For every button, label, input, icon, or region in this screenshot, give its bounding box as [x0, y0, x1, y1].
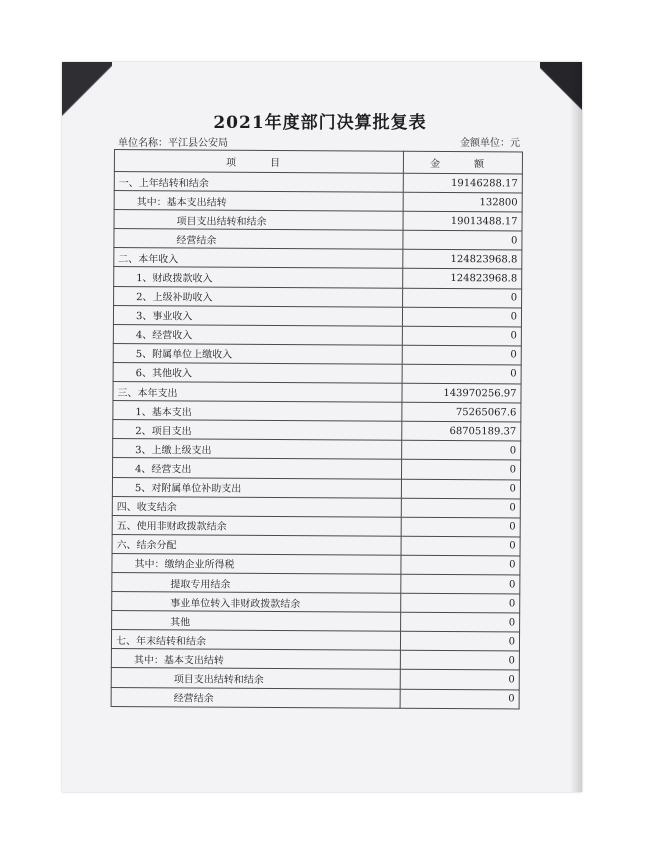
row-item-name: 其中：缴纳企业所得税 [112, 553, 401, 574]
table-row [112, 534, 520, 556]
row-amount: 0 [401, 536, 520, 556]
table-row [111, 687, 519, 709]
table-row [113, 305, 521, 327]
row-amount: 0 [401, 612, 520, 632]
table-row [114, 248, 522, 270]
table-row [112, 458, 520, 480]
final-accounts-table [111, 149, 523, 709]
table-row [112, 592, 520, 614]
row-amount: 0 [401, 593, 520, 613]
row-item-name: 其中：基本支出结转 [114, 191, 403, 212]
row-amount: 124823968.8 [403, 250, 522, 270]
row-item-name: 项目支出结转和结余 [111, 668, 400, 689]
row-amount: 19013488.17 [403, 211, 522, 231]
row-amount: 0 [401, 517, 520, 537]
row-amount: 68705189.37 [402, 421, 521, 441]
row-item-name: 5、附属单位上缴收入 [113, 343, 402, 364]
table-row [114, 229, 522, 251]
column-header-item: 项 目 [114, 150, 403, 174]
table-row [113, 382, 521, 404]
table-row [114, 286, 522, 308]
table-row [114, 210, 522, 232]
table-row [114, 267, 522, 289]
row-item-name: 四、收支结余 [112, 496, 401, 517]
table-row [113, 343, 521, 365]
row-amount: 0 [400, 670, 519, 690]
table-row [113, 420, 521, 442]
row-item-name: 1、基本支出 [113, 401, 402, 422]
row-item-name: 五、使用非财政拨款结余 [112, 515, 401, 536]
row-item-name: 经营结余 [111, 687, 400, 708]
row-item-name: 3、事业收入 [113, 305, 402, 326]
row-item-name: 3、上缴上级支出 [113, 439, 402, 460]
row-amount: 143970256.97 [402, 383, 521, 403]
table-row [113, 362, 521, 384]
row-amount: 0 [403, 326, 522, 346]
row-amount: 0 [402, 364, 521, 384]
row-item-name: 1、财政拨款收入 [114, 267, 403, 288]
row-amount: 0 [401, 555, 520, 575]
row-amount: 0 [403, 231, 522, 251]
table-row [114, 172, 522, 194]
row-item-name: 4、经营支出 [112, 458, 401, 479]
column-header-amount: 金 额 [404, 151, 523, 174]
row-amount: 0 [402, 345, 521, 365]
table-row [112, 553, 520, 575]
row-amount: 124823968.8 [403, 269, 522, 289]
row-amount: 19146288.17 [404, 173, 523, 193]
row-item-name: 七、年末结转和结余 [111, 630, 400, 651]
table-row [113, 324, 521, 346]
table-row [113, 401, 521, 423]
table-row [111, 630, 519, 652]
row-amount: 0 [402, 498, 521, 518]
row-item-name: 六、结余分配 [112, 534, 401, 555]
table-row [114, 191, 522, 213]
row-item-name: 2、上级补助收入 [114, 286, 403, 307]
table-row [112, 496, 520, 518]
row-item-name: 6、其他收入 [113, 362, 402, 383]
row-amount: 0 [402, 460, 521, 480]
table-row [113, 439, 521, 461]
amount-unit-label: 金额单位：元 [460, 138, 520, 149]
row-item-name: 其中：基本支出结转 [111, 649, 400, 670]
organization-label: 单位名称：平江县公安局 [118, 138, 228, 149]
row-item-name: 一、上年结转和结余 [114, 172, 403, 193]
table-row [111, 649, 519, 671]
row-item-name: 三、本年支出 [113, 382, 402, 403]
table-row [112, 515, 520, 537]
row-item-name: 提取专用结余 [112, 572, 401, 593]
row-amount: 0 [401, 651, 520, 671]
page-title: 2021年度部门决算批复表 [213, 113, 427, 133]
row-amount: 132800 [403, 192, 522, 212]
row-item-name: 5、对附属单位补助支出 [112, 477, 401, 498]
table-row [112, 611, 520, 633]
table-row [112, 477, 520, 499]
row-item-name: 2、项目支出 [113, 420, 402, 441]
row-amount: 0 [400, 689, 519, 709]
table-header-row [114, 150, 522, 174]
row-amount: 0 [402, 479, 521, 499]
row-item-name: 经营结余 [114, 229, 403, 250]
row-item-name: 4、经营收入 [113, 324, 402, 345]
row-amount: 0 [401, 632, 520, 652]
row-amount: 0 [403, 288, 522, 308]
row-amount: 0 [402, 441, 521, 461]
table-body [111, 172, 522, 709]
background-corner [62, 62, 112, 122]
table-row [111, 668, 519, 690]
table-row [112, 572, 520, 594]
sheet-shadow [570, 62, 582, 792]
row-item-name: 其他 [112, 611, 401, 632]
row-item-name: 二、本年收入 [114, 248, 403, 269]
row-amount: 0 [401, 574, 520, 594]
row-item-name: 事业单位转入非财政拨款结余 [112, 592, 401, 613]
row-amount: 0 [403, 307, 522, 327]
row-item-name: 项目支出结转和结余 [114, 210, 403, 231]
row-amount: 75265067.6 [402, 402, 521, 422]
